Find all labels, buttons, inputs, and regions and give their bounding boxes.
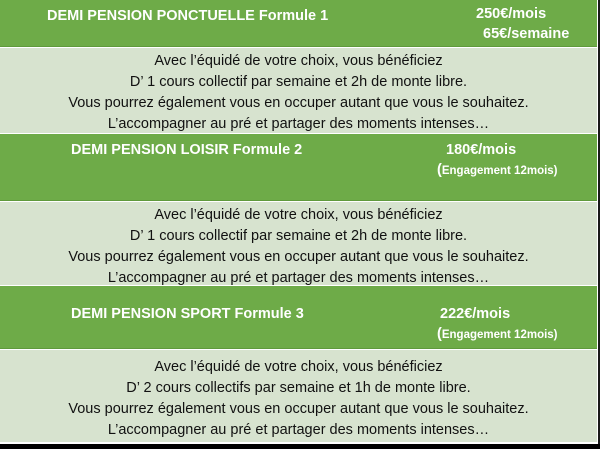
description-line: L’accompagner au pré et partager des moments intenses… (107, 270, 490, 286)
formule-2-engagement: (Engagement 12mois) (437, 162, 558, 178)
description-line: D’ 1 cours collectif par semaine et 2h de monte libre. (129, 228, 468, 244)
formule-1-header (0, 0, 597, 47)
formule-1-price-weekly: 65€/semaine (483, 26, 570, 42)
formule-3-header (0, 286, 597, 349)
formule-3-engagement: (Engagement 12mois) (437, 326, 558, 342)
formule-3-description (0, 350, 597, 442)
formule-2-header (0, 134, 597, 201)
formule-2-description (0, 202, 597, 285)
bottom-border (0, 444, 600, 449)
formule-2-title: DEMI PENSION LOISIR Formule 2 (71, 142, 303, 158)
description-line: Avec l’équidé de votre choix, vous bénéficiez (154, 207, 443, 223)
formule-1-description (0, 48, 597, 133)
description-line: L’accompagner au pré et partager des moments intenses… (107, 116, 490, 132)
description-line: Vous pourrez également vous en occuper autant que vous le souhaitez. (68, 401, 529, 417)
description-line: L’accompagner au pré et partager des moments intenses… (107, 422, 490, 438)
formule-1-price-monthly: 250€/mois (476, 6, 547, 22)
formule-2-price: 180€/mois (446, 142, 517, 158)
description-line: Avec l’équidé de votre choix, vous bénéficiez (154, 359, 443, 375)
formule-1-title: DEMI PENSION PONCTUELLE Formule 1 (47, 8, 329, 24)
description-line: D’ 2 cours collectifs par semaine et 1h de monte libre. (126, 380, 471, 396)
formule-3-price: 222€/mois (440, 306, 511, 322)
description-line: Avec l’équidé de votre choix, vous bénéficiez (154, 53, 443, 69)
description-line: Vous pourrez également vous en occuper autant que vous le souhaitez. (68, 95, 529, 111)
description-line: Vous pourrez également vous en occuper autant que vous le souhaitez. (68, 249, 529, 265)
formule-3-title: DEMI PENSION SPORT Formule 3 (71, 306, 304, 322)
description-line: D’ 1 cours collectif par semaine et 2h de monte libre. (129, 74, 468, 90)
